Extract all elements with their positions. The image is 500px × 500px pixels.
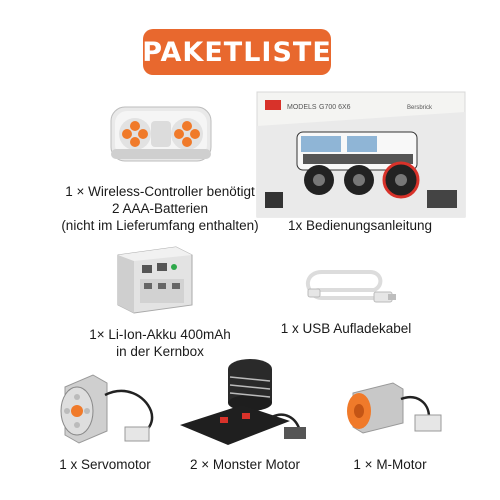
manual-booklet-icon [257, 92, 465, 217]
m-motor-icon [333, 375, 451, 447]
manual-code: G700 6X6 [319, 104, 351, 111]
item-caption-monster-motor: 2 × Monster Motor [190, 457, 300, 472]
monster-motor-icon [172, 355, 320, 455]
item-caption-servo-motor: 1 x Servomotor [59, 457, 151, 472]
usb-cable-icon [300, 262, 398, 306]
manual-tagline: Bersbrick [407, 105, 433, 111]
servo-motor-icon [55, 365, 170, 447]
page-title: PAKETLISTE [143, 29, 331, 75]
item-caption-m-motor: 1 × M-Motor [353, 457, 427, 472]
item-caption-manual: 1x Bedienungsanleitung [287, 218, 433, 233]
remote-control-icon [105, 97, 217, 167]
item-caption-usb-cable: 1 x USB Aufladekabel [280, 321, 412, 336]
battery-box-icon [112, 243, 196, 317]
item-caption-controller: 1 × Wireless-Controller benötigt 2 AAA-Batterien (nicht im Lieferumfang enthalten) [61, 184, 259, 233]
manual-brand: MODELS [287, 104, 317, 111]
item-caption-battery: 1× Li-Ion-Akku 400mAh in der Kernbox [89, 327, 231, 359]
